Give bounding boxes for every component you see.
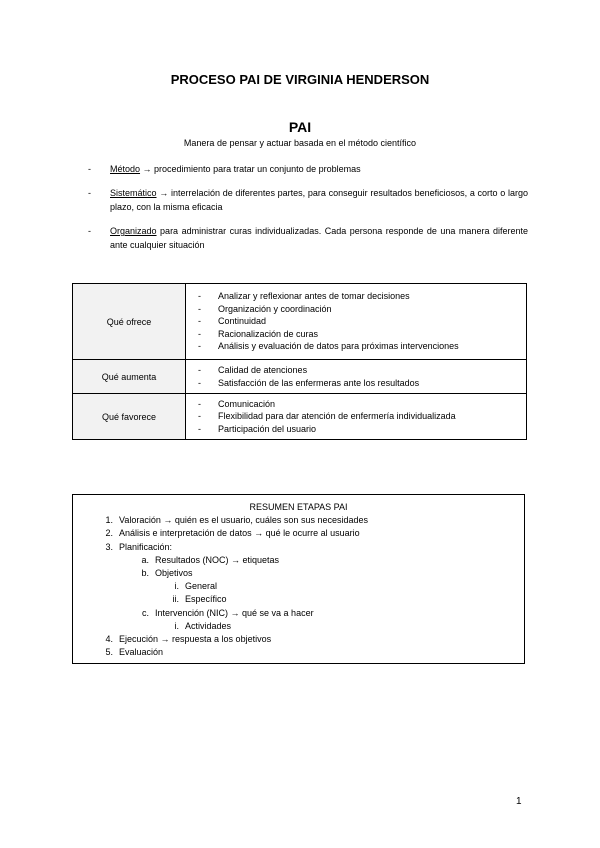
bullet-dash: - — [88, 164, 91, 174]
bullet-item — [88, 224, 528, 252]
step-text: Intervención (NIC) → qué se va a hacer — [155, 607, 314, 618]
resumen-title: RESUMEN ETAPAS PAI — [249, 502, 348, 512]
list-item: - Comunicación — [198, 398, 276, 409]
step-text: Evaluación — [119, 647, 164, 658]
bullet-text: → procedimiento para tratar un conjunto de problemas — [140, 164, 361, 174]
row-label: Qué ofrece — [73, 284, 186, 360]
section-description: Manera de pensar y actuar basada en el método científico — [183, 138, 417, 148]
page-title: PROCESO PAI DE VIRGINIA HENDERSON — [170, 72, 430, 87]
step-text: Actividades — [185, 620, 232, 631]
row-label: Qué aumenta — [73, 360, 186, 394]
resumen-step — [73, 620, 524, 633]
bullet-term: Sistemático — [110, 188, 157, 198]
bullet-dash: - — [88, 226, 91, 236]
pai-table — [72, 283, 527, 440]
resumen-step — [73, 646, 524, 659]
resumen-steps — [73, 514, 524, 659]
step-number: 1. — [105, 515, 113, 526]
resumen-step — [73, 633, 524, 646]
list-item: - Calidad de atenciones — [198, 364, 308, 375]
bullet-term: Método — [110, 164, 141, 174]
section-title: PAI — [288, 119, 312, 135]
step-text: Valoración → quién es el usuario, cuáles son sus necesidades — [119, 515, 368, 526]
bullet-text: → interrelación de diferentes partes, para conseguir resultados beneficiosos, a corto o largo plazo, con la misma eficacia — [110, 188, 528, 212]
step-number: 4. — [105, 634, 113, 645]
row-items — [186, 360, 527, 394]
bullet-list — [88, 162, 528, 262]
resumen-step — [73, 541, 524, 554]
row-items — [186, 284, 527, 360]
step-text: Resultados (NOC) → etiquetas — [155, 554, 280, 565]
table-row — [73, 394, 527, 440]
list-item: - Continuidad — [198, 316, 267, 327]
bullet-dash: - — [88, 188, 91, 198]
list-item: - Satisfacción de las enfermeras ante los resultados — [198, 377, 420, 388]
list-item: - Participación del usuario — [198, 423, 317, 434]
step-text: Análisis e interpretación de datos → qué le ocurre al usuario — [119, 528, 360, 539]
resumen-step — [73, 593, 524, 606]
list-item: - Flexibilidad para dar atención de enfermería individualizada — [198, 411, 456, 422]
bullet-text: para administrar curas individualizadas. Cada persona responde de una manera diferente ante cualquier situación — [110, 226, 528, 250]
resumen-step — [73, 580, 524, 593]
bullet-term: Organizado — [110, 226, 157, 236]
list-item: - Racionalización de curas — [198, 328, 319, 339]
step-text: Objetivos — [155, 568, 193, 579]
resumen-step — [73, 527, 524, 540]
row-label: Qué favorece — [73, 394, 186, 440]
list-item: - Analizar y reflexionar antes de tomar decisiones — [198, 291, 410, 302]
resumen-step — [73, 607, 524, 620]
resumen-step — [73, 514, 524, 527]
table-row — [73, 360, 527, 394]
page-number: 1 — [516, 796, 522, 807]
step-number: i. — [174, 620, 179, 631]
step-number: i. — [174, 581, 179, 592]
row-items — [186, 394, 527, 440]
step-text: Específico — [185, 594, 227, 605]
resumen-step — [73, 567, 524, 580]
resumen-box — [72, 494, 525, 664]
step-number: 3. — [105, 541, 113, 552]
list-item: - Análisis y evaluación de datos para próximas intervenciones — [198, 341, 459, 352]
list-item: - Organización y coordinación — [198, 303, 332, 314]
step-number: ii. — [172, 594, 179, 605]
step-number: 5. — [105, 647, 113, 658]
step-text: Planificación: — [119, 541, 173, 552]
table-row — [73, 284, 527, 360]
resumen-step — [73, 554, 524, 567]
step-number: a. — [141, 554, 149, 565]
step-number: 2. — [105, 528, 113, 539]
step-text: Ejecución → respuesta a los objetivos — [119, 634, 272, 645]
step-number: b. — [141, 568, 149, 579]
bullet-item — [88, 186, 528, 214]
step-text: General — [185, 581, 218, 592]
step-number: c. — [141, 607, 149, 618]
bullet-item — [88, 162, 528, 176]
